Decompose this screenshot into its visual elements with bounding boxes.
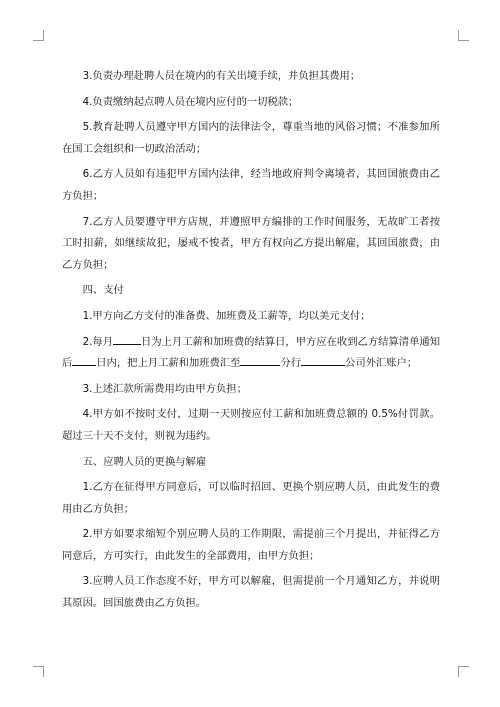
blank-trailing[interactable] bbox=[72, 354, 82, 366]
crop-mark-top-left bbox=[33, 30, 44, 41]
payment-clause-1: 1.甲方向乙方支付的准备费、加班费及工薪等，均以美元支付； bbox=[82, 309, 371, 322]
crop-mark-bottom-right bbox=[458, 666, 469, 677]
payment-clause-2-part-b: 日为上月工薪和加班费的结算日，甲方应在收到乙方结算清单通知后 bbox=[62, 335, 440, 370]
blank-days-within[interactable] bbox=[82, 354, 96, 366]
document-body bbox=[62, 66, 440, 619]
payment-clause-2-part-c: 日内，把上月工薪和加班费汇至 bbox=[96, 357, 241, 370]
section-heading-payment: 四、支付 bbox=[82, 284, 124, 297]
crop-mark-bottom-left bbox=[33, 666, 44, 677]
payment-clause-2-part-d: 分行 bbox=[280, 357, 302, 370]
section-heading-replacement: 五、应聘人员的更换与解雇 bbox=[82, 455, 207, 468]
clause-4-taxes: 4.负责缴纳起点聘人员在境内应付的一切税款； bbox=[82, 95, 299, 108]
clause-6-violation: 6.乙方人员如有违犯甲方国内法律，经当地政府判令离境者，其回国旅费由乙方负担； bbox=[62, 168, 440, 202]
payment-clause-2 bbox=[62, 332, 440, 375]
blank-company-name[interactable] bbox=[301, 354, 345, 366]
replacement-clause-3: 3.应聘人员工作态度不好，甲方可以解雇，但需提前一个月通知乙方，并说明其原因。回国旅费由乙方负担。 bbox=[62, 575, 440, 610]
clause-5-obey-laws: 5.教育赴聘人员遵守甲方国内的法律法令，尊重当地的风俗习惯；不准参加所在国工会组织和一切政治活动； bbox=[62, 121, 440, 155]
replacement-clause-2: 2.甲方如要求缩短个别应聘人员的工作期限，需提前三个月提出，并征得乙方同意后，方可实行，由此发生的全部费用，由甲方负担； bbox=[62, 528, 440, 562]
crop-mark-top-right bbox=[458, 30, 469, 41]
blank-bank-name[interactable] bbox=[240, 354, 280, 366]
replacement-clause-1: 1.乙方在征得甲方同意后，可以临时招回、更换个别应聘人员，由此发生的费用由乙方负担； bbox=[62, 481, 440, 515]
payment-clause-3: 3.上述汇款所需费用均由甲方负担； bbox=[82, 382, 247, 395]
payment-clause-2-part-e: 公司外汇账户； bbox=[345, 357, 418, 370]
clause-7-store-rules: 7.乙方人员要遵守甲方店规，并遵照甲方编排的工作时间服务，无故旷工者按工时扣薪，如继续故犯，屡戒不悛者，甲方有权向乙方提出解雇，其回国旅费，由乙方负担； bbox=[62, 215, 440, 271]
clause-3-exit-procedures: 3.负责办理赴聘人员在境内的有关出境手续，并负担其费用； bbox=[82, 70, 361, 82]
payment-clause-4: 4.甲方如不按时支付，过期一天则按应付工薪和加班费总额的 0.5%付罚款。超过三十天不支付，则视为违约。 bbox=[62, 408, 440, 442]
payment-clause-2-part-a: 2.每月 bbox=[82, 335, 114, 348]
blank-settlement-day[interactable] bbox=[113, 333, 141, 345]
